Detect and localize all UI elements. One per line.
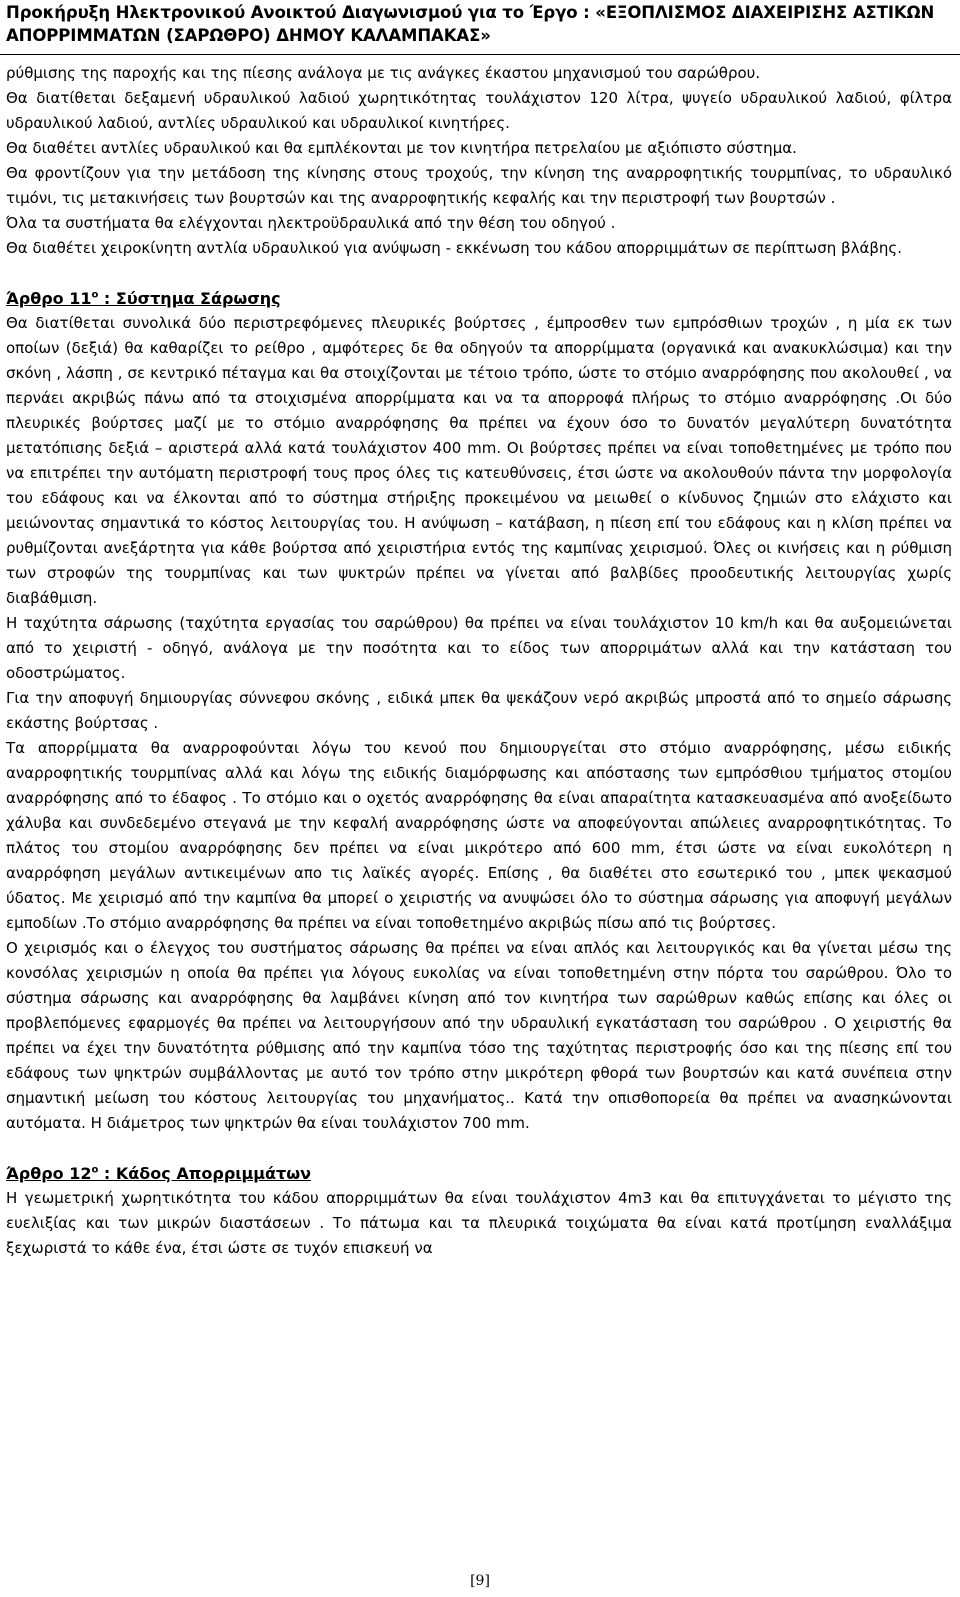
article-11-heading <box>6 286 952 311</box>
header-divider <box>0 54 960 55</box>
paragraph: Θα φροντίζουν για την μετάδοση της κίνησης στους τροχούς, την κίνηση της αναρροφητικής τουρμπίνας, το υδραυλικό τιμόνι, τις μετακινήσεις των βουρτσών και της αναρροφητικής κεφαλής και την περιστροφή των βουρτσών . <box>6 164 952 207</box>
article-11-heading-number: Άρθρο 11 <box>6 289 92 308</box>
article-12-heading <box>6 1161 952 1186</box>
document-body <box>6 61 952 1261</box>
paragraph: Θα διατίθεται συνολικά δύο περιστρεφόμενες πλευρικές βούρτσες , έμπροσθεν των εμπρόσθιων τροχών , η μία εκ των οποίων (δεξιά) θα καθαρίζει το ρείθρο , αμφότερες δε θα οδηγούν τα απορρίμματα (οργανικά και ανακυκλώσιμα) και την σκόνη , λάσπη , σε κεντρικό πέταγμα και θα στοιχίζονται με τέτοιο τρόπο, ώστε το στόμιο αναρρόφησης που ακολουθεί , να περνάει ακριβώς πάνω από τα στοιχισμένα απορρίμματα και να τα απορροφά πλήρως το στόμιο αναρρόφησης .Οι δύο πλευρικές βούρτσες μαζί με το στόμιο αναρρόφησης θα πρέπει να έχουν όσο το δυνατόν μεγαλύτερη δυνατότητα μετατόπισης δεξιά – αριστερά αλλά κατά τουλάχιστον 400 mm. Οι βούρτσες πρέπει να είναι τοποθετημένες με τρόπο που να επιτρέπει την αυτόματη περιστροφή τους προς όλες τις κατευθύνσεις, έτσι ώστε να ακολουθούν πάντα την μορφολογία του εδάφους και να έλκονται από το σύστημα στήριξης προκειμένου να μειωθεί ο κίνδυνος ζημιών στο ελάχιστο και μειώνοντας σημαντικά το κόστος λειτουργίας του. Η ανύψωση – κατάβαση, η πίεση επί του εδάφους και η κλίση πρέπει να ρυθμίζονται ανεξάρτητα για κάθε βούρτσα από χειριστήρια εντός της καμπίνας χειρισμού. Όλες οι κινήσεις και η ρύθμιση των στροφών της τουρμπίνας και των ψυκτρών πρέπει να γίνεται από βαλβίδες προοδευτικής λειτουργίας χωρίς διαβάθμιση. <box>6 314 952 607</box>
paragraph: Θα διαθέτει αντλίες υδραυλικού και θα εμπλέκονται με τον κινητήρα πετρελαίου με αξιόπιστο σύστημα. <box>6 139 797 157</box>
paragraph: Η ταχύτητα σάρωσης (ταχύτητα εργασίας του σαρώθρου) θα πρέπει να είναι τουλάχιστον 10 km/h και θα αυξομειώνεται από το χειριστή - οδηγό, ανάλογα με την ποσότητα και το είδος των απορριμάτων αλλά και την κατάσταση του οδοστρώματος. <box>6 614 952 682</box>
paragraph: Θα διαθέτει χειροκίνητη αντλία υδραυλικού για ανύψωση - εκκένωση του κάδου απορριμμάτων σε περίπτωση βλάβης. <box>6 239 903 257</box>
paragraph: Θα διατίθεται δεξαμενή υδραυλικού λαδιού χωρητικότητας τουλάχιστον 120 λίτρα, ψυγείο υδραυλικού λαδιού, φίλτρα υδραυλικού λαδιού, αντλίες υδραυλικού και υδραυλικοί κινητήρες. <box>6 89 952 132</box>
paragraph: Όλα τα συστήματα θα ελέγχονται ηλεκτροϋδραυλικά από την θέση του οδηγού . <box>6 214 616 232</box>
article-12-heading-ordinal: ο <box>91 1164 99 1176</box>
paragraph: Για την αποφυγή δημιουργίας σύννεφου σκόνης , ειδικά μπεκ θα ψεκάζουν νερό ακριβώς μπροστά από το σημείο σάρωσης εκάστης βούρτσας . <box>6 689 952 732</box>
article-12-heading-text: : Κάδος Απορριμμάτων <box>98 1164 312 1183</box>
paragraph: Τα απορρίμματα θα αναρροφούνται λόγω του κενού που δημιουργείται στο στόμιο αναρρόφησης, μέσω ειδικής αναρροφητικής τουρμπίνας αλλά και λόγω της ειδικής διαμόρφωσης και απόστασης των εμπρόσθιου τμήματος στομίου αναρρόφησης από το έδαφος . Το στόμιο και ο οχετός αναρρόφησης θα είναι απαραίτητα κατασκευασμένα από ανοξείδωτο χάλυβα και συνδεδεμένο στεγανά με την κεφαλή αναρρόφησης ώστε να αποφεύγονται απώλειες αναρροφητικότητας. Το πλάτος του στομίου αναρρόφησης δεν πρέπει να είναι μικρότερο από 600 mm, έτσι ώστε να είναι ευκολότερη η αναρρόφηση μεγάλων αντικειμένων απο τις λαϊκές αγορές. Επίσης , θα διαθέτει στο εσωτερικό του , μπεκ ψεκασμού ύδατος. Με χειρισμό από την καμπίνα θα μπορεί ο χειριστής να ανυψώσει όλο το σύστημα σάρωσης για αποφυγή μεγάλων εμποδίων .Το στόμιο αναρρόφησης θα πρέπει να είναι τοποθετημένο ακριβώς πίσω από τις βούρτσες. <box>6 739 952 932</box>
article-11-heading-ordinal: ο <box>91 289 99 301</box>
page-number: [9] <box>470 1573 490 1589</box>
article-12-heading-number: Άρθρο 12 <box>6 1164 92 1183</box>
article-11-heading-text: : Σύστημα Σάρωσης <box>98 289 281 308</box>
paragraph: Η γεωμετρική χωρητικότητα του κάδου απορριμμάτων θα είναι τουλάχιστον 4m3 και θα επιτυγχάνεται το μέγιστο της ευελιξίας και των μικρών διαστάσεων . Το πάτωμα και τα πλευρικά τοιχώματα θα είναι κατά προτίμηση εναλλάξιμα ξεχωριστά το κάθε ένα, έτσι ώστε σε τυχόν επισκευή να <box>6 1189 952 1257</box>
document-header-title: Προκήρυξη Ηλεκτρονικού Ανοικτού Διαγωνισμού για το Έργο : «ΕΞΟΠΛΙΣΜΟΣ ΔΙΑΧΕΙΡΙΣΗΣ ΑΣΤΙΚΩΝ ΑΠΟΡΡΙΜΜΑΤΩΝ (ΣΑΡΩΘΡΟ) ΔΗΜΟΥ ΚΑΛΑΜΠΑΚΑΣ» <box>6 3 935 45</box>
document-header <box>6 2 952 47</box>
paragraph: ρύθμισης της παροχής και της πίεσης ανάλογα με τις ανάγκες έκαστου μηχανισμού του σαρώθρου. <box>6 64 761 82</box>
paragraph: Ο χειρισμός και ο έλεγχος του συστήματος σάρωσης θα πρέπει να είναι απλός και λειτουργικός και θα γίνεται μέσω της κονσόλας χειρισμών η οποία θα πρέπει για λόγους ευκολίας να είναι τοποθετημένη στην πόρτα του σαρώθρου. Όλο το σύστημα σάρωσης και αναρρόφησης θα λαμβάνει κίνηση από τον κινητήρα των σαρώθρων καθώς επίσης και όλες οι προβλεπόμενες εφαρμογές θα πρέπει να λειτουργήσουν από την υδραυλική εγκατάσταση του σαρώθρου . Ο χειριστής θα πρέπει να έχει την δυνατότητα ρύθμισης από την καμπίνα τόσο της ταχύτητας περιστροφής όσο και της πίεσης επί του εδάφους των ψηκτρών συμβάλλοντας με αυτό τον τρόπο στην μικρότερη φθορά των βουρτσών και κατά συνέπεια στην σημαντική μείωση του κόστους λειτουργίας του μηχανήματος.. Κατά την οπισθοπορεία θα πρέπει να ανασηκώνονται αυτόματα. Η διάμετρος των ψηκτρών θα είναι τουλάχιστον 700 mm. <box>6 939 952 1132</box>
